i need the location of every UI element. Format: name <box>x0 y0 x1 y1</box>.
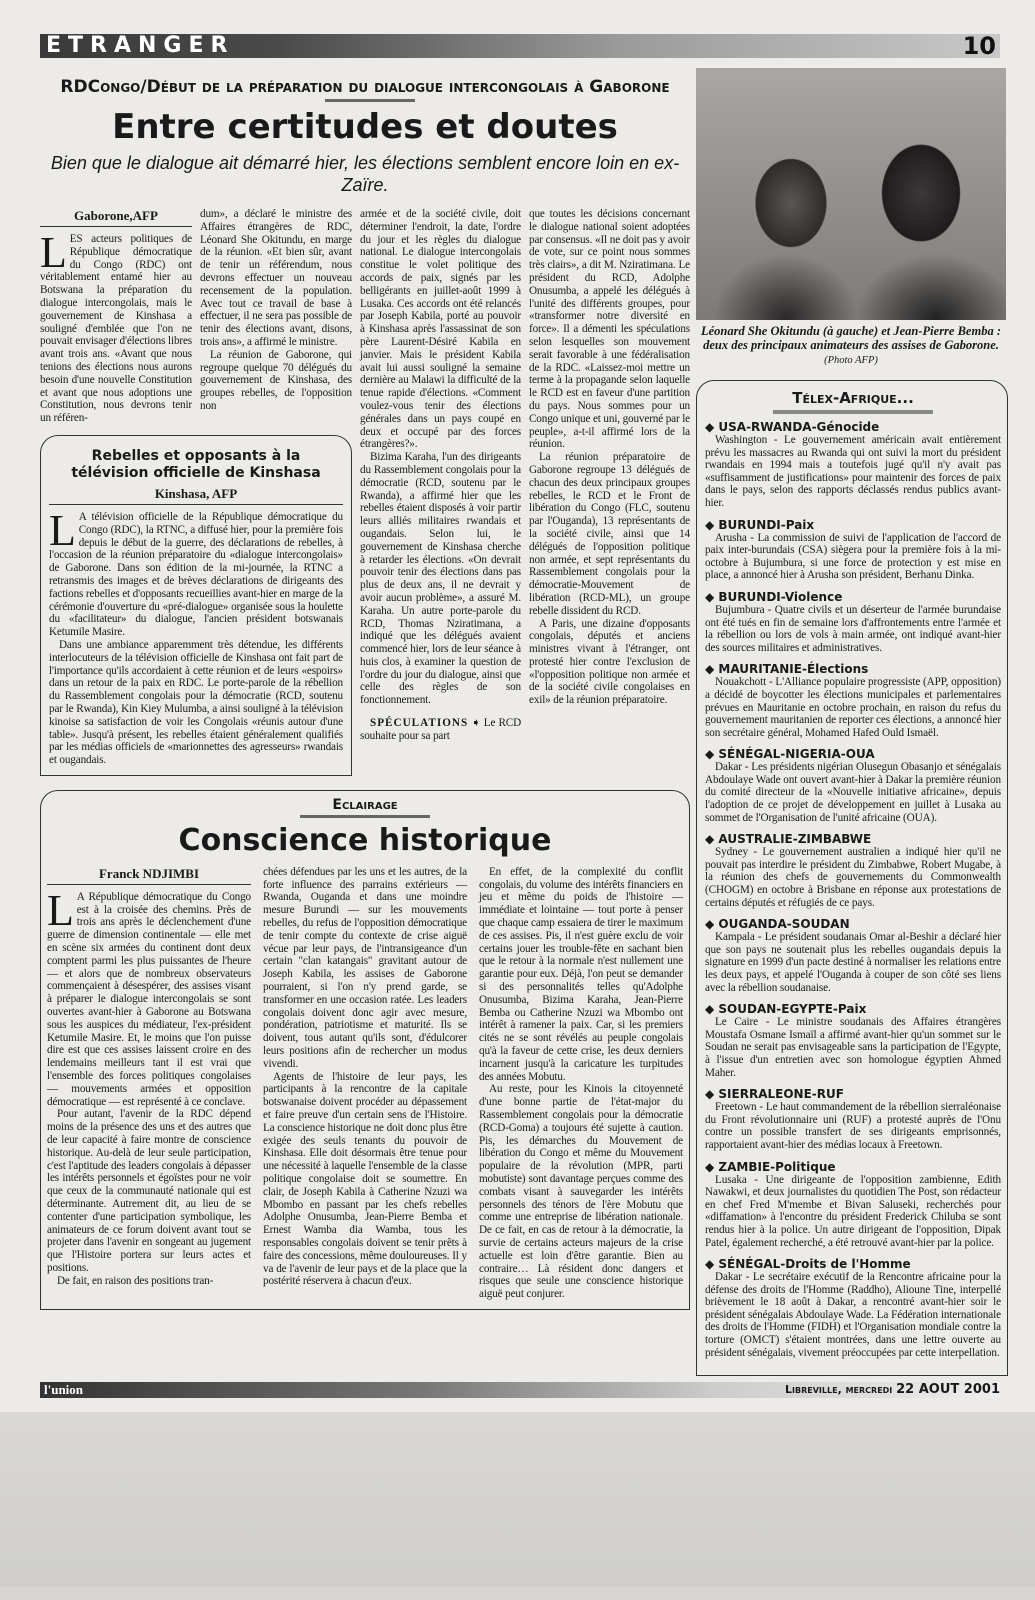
dateline: Gaborone,AFP <box>40 208 192 227</box>
eclairage-box <box>40 790 690 1310</box>
author: Franck NDJIMBI <box>47 866 251 885</box>
telex-item <box>705 832 1001 909</box>
main-column-4 <box>529 208 690 743</box>
editorial-column-3 <box>479 866 683 1301</box>
telex-headline: ◆ BURUNDI-Violence <box>705 589 843 604</box>
telex-text: Lusaka - Une dirigeante de l'opposition zambienne, Edith Nawakwi, et deux journalistes du quotidien The Post, son rédacteur en chef Fred M'membe et Bivan Saluseki, recherchés pour «diffamation» à l'encontre du président Frederick Chiluba se sont rendus hier à la police. Un autre dirigeant de l'opposition, Dipak Patel, également recherché, a été retrouvé avant-hier par la police. <box>705 1173 1001 1249</box>
telex-headline: ◆ SÉNÉGAL-NIGERIA-OUA <box>705 747 875 762</box>
telex-text: Dakar - Le secrétaire exécutif de la Rencontre africaine pour la défense des droits de l'Homme (Raddho), Alioune Tine, interpellé brièvement le 18 août à Dakar, a rencontré avant-hier soir le président sénégalais Abdoulaye Wade. La Fédération internationale des droits de l'Homme (FIDH) et l'Organisation mondiale contre la torture (OMCT) s'étaient montrées, dans une lettre ouverte au président sénégalais, vivement préoccupées par cette interpellation. <box>705 1271 1001 1359</box>
telex-item <box>705 518 1001 582</box>
paragraph: Pour autant, l'avenir de la RDC dépend moins de la présence des uns et des autres que de leur capacité à faire montre de conscience historique. Au-delà de leur seule participation, c'est l'aptitude des leaders congolais à dépasser les intérêts personnels et égoïstes pour ne voir que ceux de la communauté nationale qui est déterminante. Autrement dit, au lieu de se contenter d'une participation symbolique, les animateurs de ce forum doivent avant tout se projeter dans l'avenir en songeant au jugement que l'Histoire portera sur leurs actes et positions. <box>47 1108 251 1274</box>
telex-text: Washington - Le gouvernement américain avait entièrement prévu les massacres au Rwanda qui ont suivi la mort du président rwandais en 1994 mais a toutefois jugé qu'il n'y avait pas «suffisamment de justifications» pour maintenir des forces de paix dans le pays, selon des rapports déclassés rendus publics avant-hier. <box>705 434 1001 509</box>
telex-headline: ◆ SIERRALEONE-RUF <box>705 1087 844 1102</box>
paragraph: La réunion de Gaborone, qui regroupe quelque 70 délégués du gouvernement de Kinshasa, des groupes rebelles, de l'opposition non <box>200 348 352 412</box>
telex-text: Nouakchott - L'Alliance populaire progressiste (APP, opposition) a décidé de boycotter les élections municipales et parlementaires prévues en Mauritanie en octobre prochain, en raison du refus du gouvernement mauritanien de reporter ces élections, a annoncé hier son secrétaire général, Mohamed Hafed Ould Ismaël. <box>705 676 1001 739</box>
drop-cap: L <box>49 505 76 555</box>
section-name: ETRANGER <box>46 33 235 58</box>
paragraph: Agents de l'histoire de leur pays, les participants à la rencontre de la capitale botswanaise doivent procéder au dépassement et faire preuve d'un certain sens de l'Histoire. La conscience historique ne doit donc plus être exigée des seuls tenants du pouvoir de Kinshasa. Elle doit désormais être tenue pour une nécessité à laquelle l'ensemble de la classe politique congolaise doit se soumettre. En clair, de Joseph Kabila à Catherine Nzuzi wa Mbombo en passant par les chefs rebelles Adolphe Onusumba, Jean-Pierre Bemba et Ernest Wamba dia Wamba, tous les responsables congolais doivent se tenir prêts à faire des concessions, même douloureuses. Il y va de l'avenir de leur pays et de la place que la postérité réservera à chacun d'eux. <box>263 1070 467 1288</box>
right-area <box>696 64 1008 1376</box>
divider <box>773 410 933 414</box>
photo-credit: (Photo AFP) <box>824 355 878 366</box>
telex-headline-text: SIERRALEONE-RUF <box>718 1087 844 1102</box>
telex-title: Télex-Afrique... <box>792 389 914 407</box>
telex-item <box>705 917 1001 994</box>
caption-text: Léonard She Okitundu (à gauche) et Jean-Pierre Bemba : deux des principaux animateurs des assises de Gaborone. <box>701 324 1001 352</box>
editorial-title: Conscience historique <box>178 822 552 858</box>
telex-headline: ◆ USA-RWANDA-Génocide <box>705 420 880 434</box>
article-kicker: RDCongo/Début de la préparation du dialogue intercongolais à Gaborone <box>60 77 670 97</box>
footer-bar <box>40 1382 1000 1398</box>
telex-headline-text: SOUDAN-EGYPTE-Paix <box>718 1002 867 1017</box>
article-subtitle: Bien que le dialogue ait démarré hier, les élections semblent encore loin en ex-Zaïre. <box>50 153 680 195</box>
telex-headline: ◆ SOUDAN-EGYPTE-Paix <box>705 1002 867 1017</box>
paragraph: A télévision officielle de la République démocratique du Congo (RDC), la RTNC, a diffusé hier, pour la première fois depuis le début de la guerre, des déclarations de rebelles, à l'occasion de la réunion préparatoire du «dialogue intercongolais» de Gaborone. Dans son édition de la mi-journée, la RTNC a retransmis des images et de brèves déclarations de dirigeants des factions rebelles et d'opposants recueillies avant-hier en marge de la cérémonie d'ouverture du «pré-dialogue» organisée sous la houlette du «facilitateur» du dialogue, l'ancien président botswanais Ketumile Masire. <box>49 510 343 639</box>
photo-caption <box>696 324 1006 368</box>
city-day: Libreville, mercredi <box>785 1383 893 1397</box>
paragraph: En effet, de la complexité du conflit congolais, du volume des intérêts financiers en jeu et même du poids de l'histoire — immédiate et lointaine — tout porte à penser que chaque camp essaiera de tirer le maximum de ces assises. Pis, il n'est guère exclu de voir certains jouer les trouble-fête en sachant bien que le retour à la normale n'est nullement une garantie pour eux. Déjà, l'on peut se demander si des personnalités telles qu'Adolphe Onusumba, Bizima Karaha, Jean-Pierre Bemba ou Catherine Nzuzi wa Mbombo ont intérêt à ramener la paix. Car, si les premiers cités ne se sont révélés au peuple congolais qu'à la faveur de cette crise, les deux derniers incarnent jusqu'à la caricature les turpitudes des années Mobutu. <box>479 865 683 1083</box>
footer-date <box>785 1382 1000 1398</box>
telex-text: Freetown - Le haut commandement de la rébellion sierraléonaise du Front révolutionnaire uni (RUF) a protesté auprès de l'Onu contre un possible transfert de ses dirigeants emprisonnés, rapportaient avant-hier des médias locaux à Freetown. <box>705 1101 1001 1151</box>
article-title: Entre certitudes et doutes <box>112 107 618 147</box>
paragraph: dum», a déclaré le ministre des Affaires étrangères de RDC, Léonard She Okitundu, en marge de la réunion. «Et bien sûr, avant de tenir un référendum, nous devrons effectuer un nouveau recensement de la population. Avec tout ce travail de base à effectuer, il ne sera pas possible de tenir des élections avant, disons, trois ans», a affirmé le ministre. <box>200 208 352 348</box>
telex-headline-text: BURUNDI-Violence <box>718 589 843 604</box>
main-column-1 <box>40 208 192 425</box>
telex-item <box>705 1257 1001 1359</box>
telex-item <box>705 662 1001 739</box>
divider <box>300 815 430 818</box>
telex-headline: ◆ BURUNDI-Paix <box>705 517 815 532</box>
subhead: SPÉCULATIONS <box>370 717 469 730</box>
paragraph: La réunion préparatoire de Gaborone regroupe 13 délégués de chacun des deux principaux groupes rebelles, le RCD et le Front de libération du Congo (FLC, soutenu par l'Ouganda), 13 représentants de la société civile, ainsi que 14 délégués de l'opposition politique non armée, et sept représentants du Rassemblement congolais pour la démocratie-Mouvement de libération (RCD-ML), un groupe rebelle dissident du RCD. <box>529 451 690 617</box>
column-label: Eclairage <box>332 796 398 813</box>
paragraph: Au reste, pour les Kinois la citoyenneté d'une bonne partie de l'état-major du Rassemblement congolais pour la démocratie (RCD-Goma) a toujours été sujette à caution. Pis, les démarches du Mouvement de libération du Congo et même du Mouvement populaire de la révolution (MPR, parti mobutiste) sont davantage perçues comme des combats visant à sauvegarder les intérêts personnels des ténors de l'ère Mobutu que comme une entreprise de libération nationale. De ce fait, en cas de retour à la démocratie, la survie de certains acteurs majeurs de la crise actuelle est loin d'être garantie. Bien au contraire… Là résident donc dangers et risques que seule une conscience historique aiguë peut conjurer. <box>479 1083 683 1301</box>
telex-item <box>705 1002 1001 1079</box>
telex-headline-text: AUSTRALIE-ZIMBABWE <box>718 832 872 847</box>
telex-headline-text: SÉNÉGAL-Droits de l'Homme <box>718 1257 911 1272</box>
telex-headline-text: MAURITANIE-Élections <box>718 662 869 677</box>
box-title: Rebelles et opposants à la télévision officielle de Kinshasa <box>71 447 321 481</box>
telex-headline-text: BURUNDI-Paix <box>718 517 815 532</box>
paragraph: Dans une ambiance apparemment très détendue, les différents interlocuteurs de la télévision officielle de Kinshasa ont fait part de l'importance qu'ils accordaient à cette réunion et de leurs «espoirs» dans un retour de la paix en RDC. Le porte-parole de la rébellion du Rassemblement congolais pour la démocratie (RCD, soutenu par le Rwanda), Kin Kiey Mulumba, a ainsi souligné à la télévision kinoise sa satisfaction de voir les Congolais «réunis autour d'une table». Jusqu'à présent, les rebelles étaient généralement qualifiés par les médias officiels de «marionnettes des agresseurs» rwandais et ougandais. <box>49 638 343 767</box>
telex-item <box>705 420 1001 510</box>
telex-text: Sydney - Le gouvernement australien a indiqué hier qu'il ne pouvait pas interdire le président du Zimbabwe, Robert Mugabe, à la réunion des chefs de gouvernements du Commonwealth (CHOGM) en octobre à Brisbane en réponse aux protestations de certains députés et réfugiés de ce pays. <box>705 846 1001 909</box>
paragraph: Le RCD souhaite pour sa part <box>360 717 521 742</box>
page-number: 10 <box>962 32 996 60</box>
drop-cap: L <box>47 885 74 935</box>
section-bar <box>40 34 1000 58</box>
main-column-2 <box>200 208 352 425</box>
paragraph: que toutes les décisions concernant le dialogue national soient adoptées par consensus. «Il ne doit pas y avoir de vote, sur ce point nous sommes très clairs», a dit M. Nziratimana. Le président du RCD, Adolphe Onusumba, a appelé les délégués à l'unité des différents groupes, pour «transformer notre diversité en force». Il a démenti les spéculations selon lesquelles son mouvement serait favorable à une fédéralisation de la RDC. «Laissez-moi mettre un terme à la propagande selon laquelle le RCD est en faveur d'une partition du pays. Nous sommes pour un Congo unique et uni, gouverné par le peuple», a-t-il affirmé lors de la réunion. <box>529 208 690 451</box>
newspaper-name: l'union <box>44 1382 84 1398</box>
paragraph: De fait, en raison des positions tran- <box>57 1274 214 1287</box>
news-photo <box>696 68 1006 320</box>
telex-list <box>705 420 1001 1359</box>
paragraph: A Paris, une dizaine d'opposants congolais, députés et anciens ministres vivant à l'étranger, ont protesté hier contre l'exclusion de «l'opposition politique non armée et de la société civile congolaises en exil» de la réunion préparatoire. <box>529 617 690 707</box>
main-column-3: armée et de la société civile, doit déterminer l'endroit, la date, l'ordre du jour et les règles du dialogue national. Le dialogue intercongolais constitue le volet politique des accords de paix, signés par les belligérants en juillet-août 1999 à Lusaka. Ces accords ont été relancés par Joseph Kabila, porté au pouvoir à Kinshasa après l'assassinat de son père Laurent-Désiré Kabila en janvier. Mais le président Kabila avait lui aussi souligné la semaine dernière au Malawi la difficulté de la tenue rapide d'élections. «Comment voulez-vous tenir des élections générales dans un pays coupé en deux et occupé par des forces étrangères?». Bizima Karaha, l'un des dirigeants du Rassemblement congolais pour la démocratie (RCD, soutenu par le Rwanda), a affirmé hier que les rebelles étaient disposés à voir partir leurs alliés militaires rwandais et ougandais. Selon lui, le gouvernement de Kinshasa cherche à retarder les élections. «On devrait pouvoir tenir des élections dans pas plus de deux ans, il ne devrait y avoir aucun problème», a assuré M. Karaha. Un autre porte-parole du RCD, Thomas Nziratimana, a indiqué que les délégués avaient commencé hier, lors de leur séance à huis clos, à examiner la question de l'ordre du jour du dialogue, ainsi que celle des règles de son fonctionnement. SPÉCULATIONS ➧ Le RCD souhaite pour sa part <box>360 208 521 742</box>
divider <box>325 99 415 102</box>
editorial-column-2 <box>263 866 467 1288</box>
telex-text: Arusha - La commission de suivi de l'application de l'accord de paix inter-burundais (CSA) siègera pour la première fois à la mi-octobre à Bujumbura, si une force de protection y est mise en place, a annoncé hier à Arusha son président, Berhanu Dinka. <box>705 531 1001 582</box>
drop-cap: L <box>40 228 67 277</box>
telex-headline: ◆ MAURITANIE-Élections <box>705 662 869 677</box>
paragraph: armée et de la société civile, doit déterminer l'endroit, la date, l'ordre du jour et les règles du dialogue national. Le dialogue intercongolais constitue le volet politique des accords de paix, signés par les belligérants en juillet-août 1999 à Lusaka. Ces accords ont été relancés par Joseph Kabila, porté au pouvoir à Kinshasa après l'assassinat de son père Laurent-Désiré Kabila en janvier. Mais le président Kabila avait lui aussi souligné la semaine dernière au Malawi la difficulté de la tenue rapide d'élections. «Comment voulez-vous tenir des élections générales dans un pays coupé en deux et occupé par des forces étrangères?». <box>360 208 521 451</box>
telex-text: Le Caire - Le ministre soudanais des Affaires étrangères Moustafa Osmane Ismaïl a affirmé avant-hier qu'un sommet sur le Soudan ne serait pas envisageable sans la participation de l'Egypte, à l'issue d'un entretien avec son homologue égyptien Ahmed Maher. <box>705 1016 1001 1079</box>
telex-box <box>696 380 1008 1376</box>
telex-item <box>705 1087 1001 1151</box>
rebels-box <box>40 435 352 776</box>
telex-headline: ◆ AUSTRALIE-ZIMBABWE <box>705 832 872 847</box>
main-article <box>40 208 690 776</box>
left-area <box>40 64 690 1310</box>
paragraph: A République démocratique du Congo est à la croisée des chemins. Près de trois ans après le déclenchement d'une guerre de dimension continentale — elle met en scène six armées du continent dont deux comptent parmi les plus puissantes de l'heure — et alors que de nombreux observateurs commençaient à désespérer, des assises visant à préparer le dialogue intercongolais se sont ouvertes avant-hier à Gaborone au Botswana sous les auspices du médiateur, l'ex-président Ketumile Masire. Et, le moins que l'on puisse dire est que ces assises laissent croire en des lendemains meilleurs tant il est vrai que l'ensemble des forces politiques congolaises — mouvements armées et opposition démocratique — est représenté à ce conclave. <box>47 890 251 1108</box>
telex-headline-text: ZAMBIE-Politique <box>718 1159 836 1174</box>
scan-margin <box>0 1412 1035 1587</box>
telex-headline-text: SÉNÉGAL-NIGERIA-OUA <box>718 747 875 762</box>
telex-text: Bujumbura - Quatre civils et un déserteur de l'armée burundaise ont été tués en fin de semaine lors d'affrontements entre l'armée et la rébellion ou lors de vols à main armée, ont indiqué avant-hier des sources militaires et administratives. <box>705 603 1001 654</box>
telex-text: Kampala - Le président soudanais Omar al-Beshir a déclaré hier que son pays ne soutenait plus les rebelles ougandais depuis la signature en 1999 d'un pacte destiné à normaliser les relations entre les deux pays, et appelé l'Ouganda à couper de son côté ses liens avec la rébellion soudanaise. <box>705 931 1001 994</box>
telex-text: Dakar - Les présidents nigérian Olusegun Obasanjo et sénégalais Abdoulaye Wade ont ouvert avant-hier à Dakar la première réunion du comité directeur de la «Nouvelle initiative africaine», depuis l'adoption de ce projet de développement en juillet à Lusaka au sommet de l'Organisation de l'unité africaine (OUA). <box>705 761 1001 824</box>
paragraph: ES acteurs politiques de République démocratique du Congo (RDC) ont véritablement entamé hier au Botswana la préparation du dialogue intercongolais, mais le gouvernement de Kinshasa a souligné d'emblée que l'on ne pouvait envisager d'élections libres avant trois ans. «Avant que nous tenions des élections nous aurons besoin d'une nouvelle Constitution et avant que nous adoptions une Constitution, nous devrons tenir un référen- <box>40 233 192 425</box>
telex-headline: ◆ OUGANDA-SOUDAN <box>705 917 850 932</box>
date: 22 AOUT 2001 <box>896 1382 1000 1398</box>
paragraph: chées défendues par les uns et les autres, de la forte influence des parrains extérieurs — Rwanda, Ouganda et dans une moindre mesure Burundi — sur les mouvements rebelles, du refus de l'opposition démocratique de tenir compte du contexte de crise aiguë vécue par leur pays, de l'intransigeance d'un certain "clan katangais" gravitant autour de Joseph Kabila, les assises de Gaborone pourraient, si l'on n'y prend garde, se transformer en une occasion ratée. Les leaders congolais doivent donc agir avec mesure, pondération, patriotisme et maturité. Ils se doivent, tous autant qu'ils sont, d'édulcorer leurs positions afin de rechercher un modus vivendi. <box>263 865 467 1070</box>
telex-item <box>705 590 1001 654</box>
dateline: Kinshasa, AFP <box>49 486 343 505</box>
telex-headline: ◆ SÉNÉGAL-Droits de l'Homme <box>705 1257 911 1272</box>
paragraph: Bizima Karaha, l'un des dirigeants du Rassemblement congolais pour la démocratie (RCD, soutenu par le Rwanda), a affirmé hier que les rebelles étaient disposés à voir partir leurs alliés militaires rwandais et ougandais. Selon lui, le gouvernement de Kinshasa cherche à retarder les élections. «On devrait pouvoir tenir des élections dans pas plus de deux ans, il ne devrait y avoir aucun problème», a assuré M. Karaha. Un autre porte-parole du RCD, Thomas Nziratimana, a indiqué que les délégués avaient commencé hier, lors de leur séance à huis clos, à examiner la question de l'ordre du jour du dialogue, ainsi que celle des règles de son fonctionnement. <box>360 451 521 707</box>
telex-headline-text: USA-RWANDA-Génocide <box>718 420 880 434</box>
telex-headline: ◆ ZAMBIE-Politique <box>705 1159 836 1174</box>
telex-item <box>705 1160 1001 1250</box>
editorial-column-1 <box>47 866 251 1288</box>
telex-item <box>705 747 1001 824</box>
telex-headline-text: OUGANDA-SOUDAN <box>718 917 850 932</box>
